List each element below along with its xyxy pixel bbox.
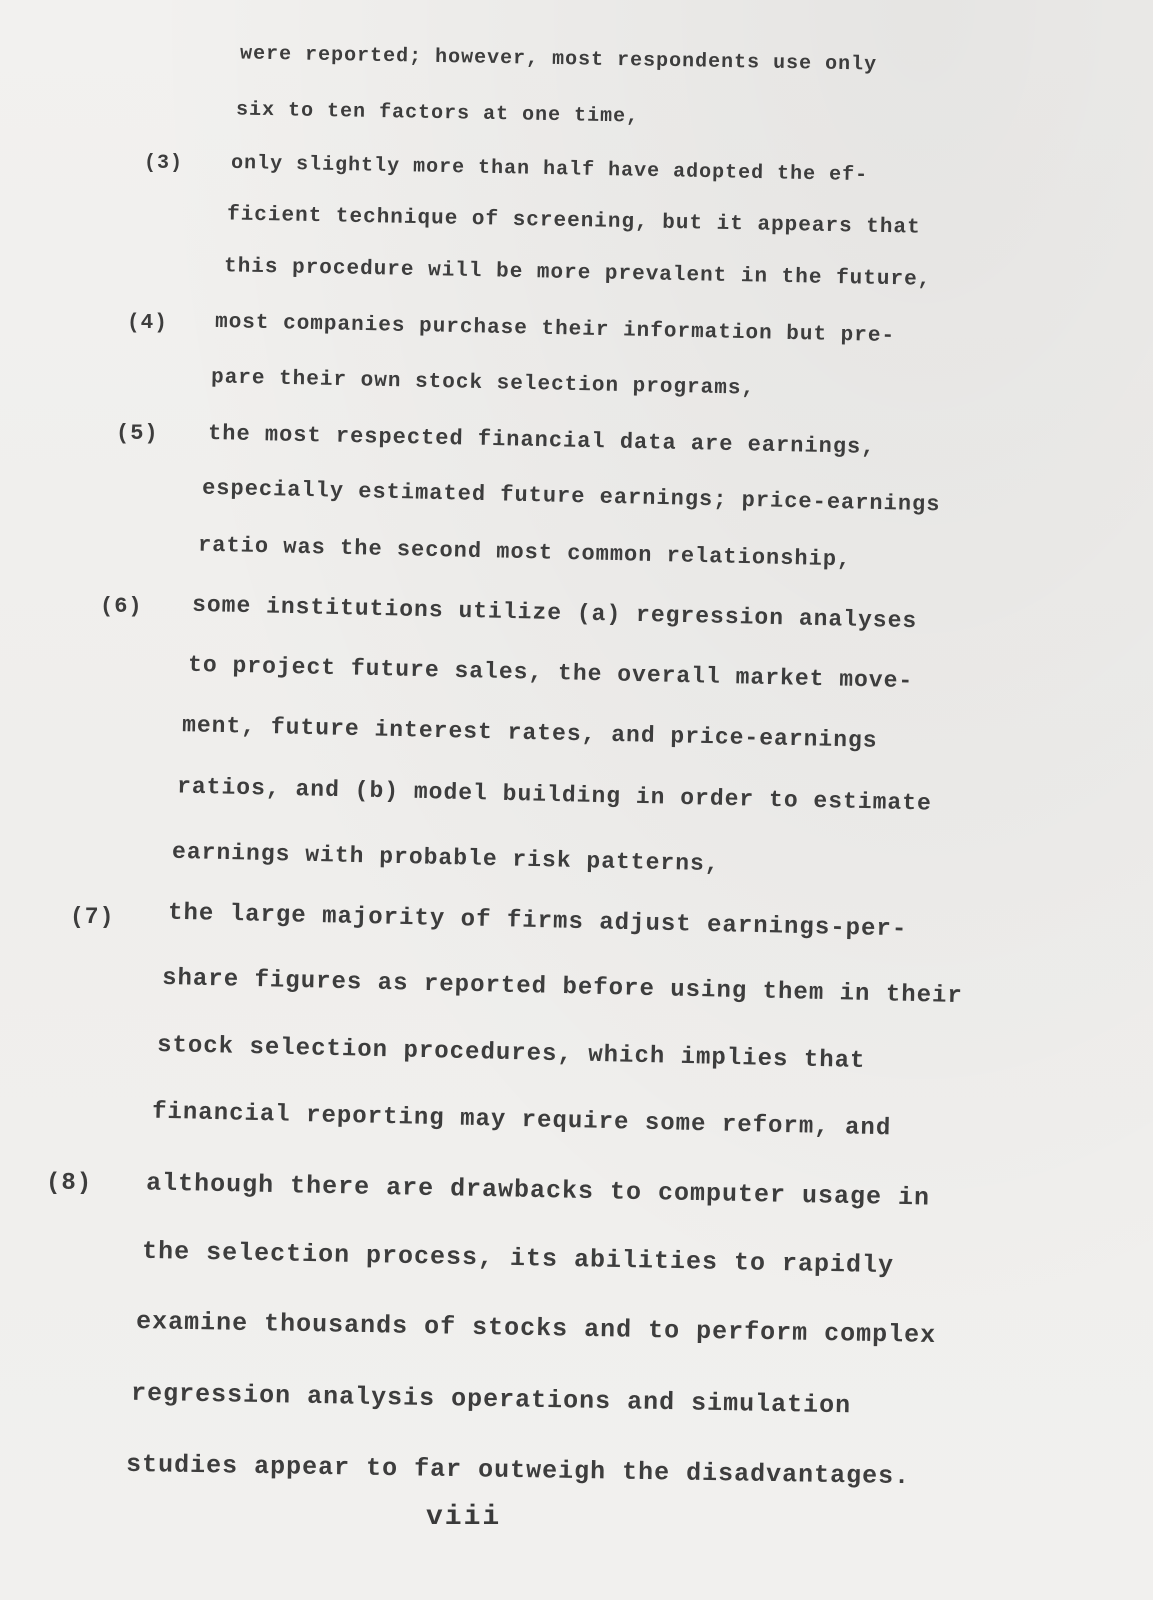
page-number: viii (426, 1502, 502, 1533)
text-line: some institutions utilize (a) regression analyses (191, 591, 918, 635)
item-number: (7) (70, 904, 115, 930)
text-line: especially estimated future earnings; price-earnings (201, 475, 941, 518)
text-line: earnings with probable risk patterns, (171, 838, 720, 878)
text-line: examine thousands of stocks and to perform complex (135, 1307, 937, 1350)
text-line: this procedure will be more prevalent in the future, (223, 255, 932, 292)
text-line: ficient technique of screening, but it appears that (226, 203, 921, 240)
text-line: share figures as reported before using them in their (161, 964, 964, 1011)
text-line: most companies purchase their information but pre- (214, 310, 896, 349)
text-line: regression analysis operations and simulation (130, 1378, 852, 1421)
text-line: the selection process, its abilities to rapidly (141, 1236, 895, 1281)
text-line: the most respected financial data are earnings, (207, 421, 876, 460)
item-number: (5) (116, 421, 159, 446)
text-line: financial reporting may require some reform, and (151, 1098, 892, 1143)
text-line: six to ten factors at one time, (235, 98, 640, 129)
text-line: although there are drawbacks to computer usage in (145, 1168, 931, 1213)
item-number: (3) (144, 152, 184, 175)
text-line: were reported; however, most respondents use only (239, 42, 878, 77)
text-line: studies appear to far outweigh the disadvantages. (125, 1449, 911, 1492)
item-number: (8) (46, 1170, 93, 1197)
text-line: to project future sales, the overall market move- (187, 651, 914, 695)
text-line: ratio was the second most common relationship, (197, 532, 852, 573)
text-line: pare their own stock selection programs, (210, 366, 756, 401)
text-line: only slightly more than half have adopted the ef- (230, 151, 869, 188)
text-line: ratios, and (b) model building in order to estimate (176, 773, 933, 817)
text-line: the large majority of firms adjust earnings-per- (167, 899, 908, 944)
text-line: ment, future interest rates, and price-earnings (181, 712, 878, 754)
item-number: (6) (100, 594, 143, 619)
item-number: (4) (127, 312, 168, 335)
text-line: stock selection procedures, which implies that (156, 1031, 866, 1076)
